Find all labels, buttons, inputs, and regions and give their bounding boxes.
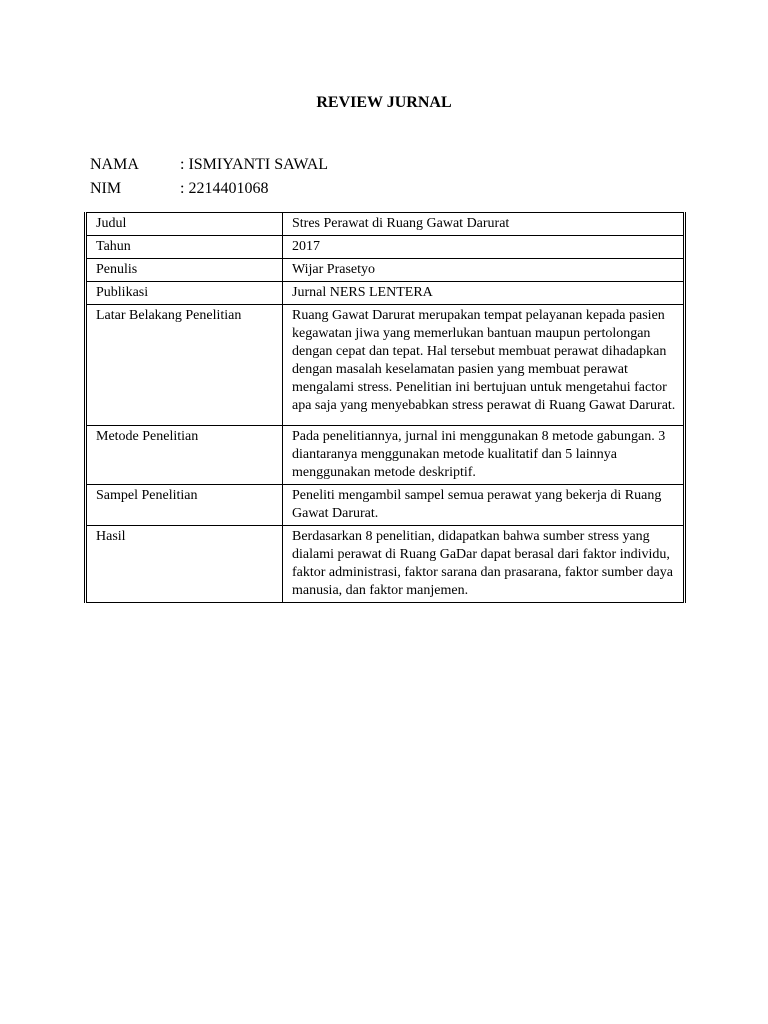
table-row-sampel — [86, 485, 685, 526]
row-value: Peneliti mengambil sampel semua perawat yang bekerja di Ruang Gawat Darurat. — [283, 485, 685, 526]
table-row-publikasi — [86, 282, 685, 305]
nim-row — [90, 177, 328, 201]
row-label: Metode Penelitian — [86, 426, 283, 485]
table-row-metode — [86, 426, 685, 485]
row-label: Penulis — [86, 259, 283, 282]
table-row-penulis — [86, 259, 685, 282]
row-label: Sampel Penelitian — [86, 485, 283, 526]
row-value: Pada penelitiannya, jurnal ini menggunakan 8 metode gabungan. 3 diantaranya menggunakan metode kualitatif dan 5 lainnya menggunakan metode deskriptif. — [283, 426, 685, 485]
table-row-tahun — [86, 236, 685, 259]
identity-block — [90, 153, 328, 201]
page-title: REVIEW JURNAL — [316, 94, 452, 111]
table-row-hasil — [86, 526, 685, 603]
table-row-judul — [86, 213, 685, 236]
nama-row — [90, 153, 328, 177]
row-label: Tahun — [86, 236, 283, 259]
nim-value: : 2214401068 — [180, 180, 269, 197]
nama-label: NAMA — [90, 156, 139, 173]
row-label: Judul — [86, 213, 283, 236]
nim-label: NIM — [90, 180, 122, 197]
row-value: Wijar Prasetyo — [283, 259, 685, 282]
nama-value: : ISMIYANTI SAWAL — [180, 156, 329, 173]
row-label: Hasil — [86, 526, 283, 603]
row-value: Ruang Gawat Darurat merupakan tempat pelayanan kepada pasien kegawatan jiwa yang memerlukan bantuan maupun pertolongan dengan cepat dan tepat. Hal tersebut membuat perawat dihadapkan dengan masalah keselamatan pasien yang membuat perawat mengalami stress. Penelitian ini bertujuan untuk mengetahui factor apa saja yang menyebabkan stress perawat di Ruang Gawat Darurat. — [283, 305, 685, 426]
row-value: Stres Perawat di Ruang Gawat Darurat — [283, 213, 685, 236]
row-label: Publikasi — [86, 282, 283, 305]
row-label: Latar Belakang Penelitian — [86, 305, 283, 426]
row-value: Jurnal NERS LENTERA — [283, 282, 685, 305]
table-row-latar-belakang — [86, 305, 685, 426]
row-value: 2017 — [283, 236, 685, 259]
review-table — [84, 212, 686, 603]
row-value: Berdasarkan 8 penelitian, didapatkan bahwa sumber stress yang dialami perawat di Ruang GaDar dapat berasal dari faktor individu, faktor administrasi, faktor sarana dan prasarana, faktor sumber daya manusia, dan faktor manjemen. — [283, 526, 685, 603]
